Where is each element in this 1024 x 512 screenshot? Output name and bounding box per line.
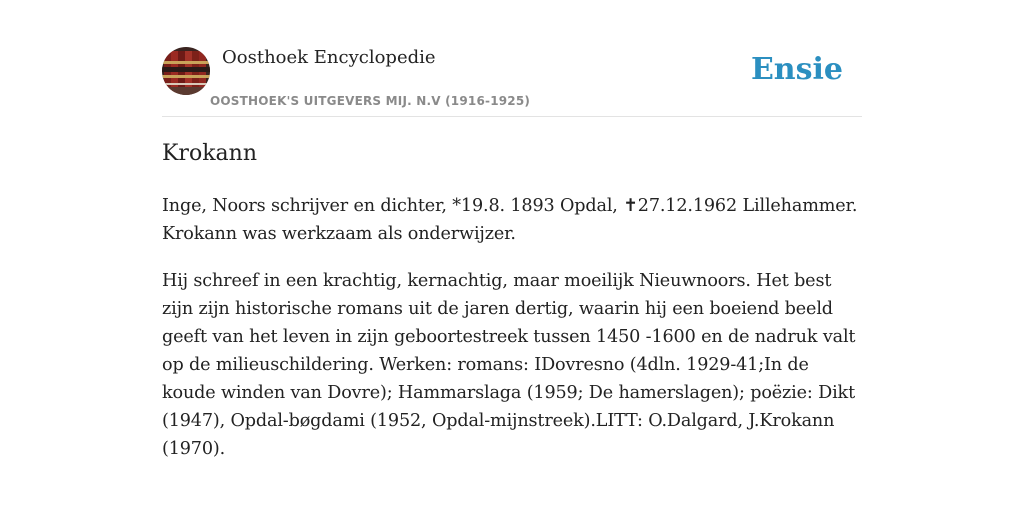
source-title[interactable]: Oosthoek Encyclopedie <box>222 47 436 68</box>
encyclopedia-books-icon[interactable] <box>162 47 210 95</box>
entry-content <box>162 138 862 463</box>
entry-paragraph: Hij schreef in een krachtig, kernachtig, maar moeilijk Nieuwnoors. Het best zijn zijn historische romans uit de jaren dertig, waarin hij een boeiend beeld geeft van het leven in zijn geboortestreek tussen 1450 -1600 en de nadruk valt op de milieuschildering. Werken: romans: IDovresno (4dln. 1929-41;In de koude winden van Dovre); Hammarslaga (1959; De hamerslagen); poëzie: Dikt (1947), Opdal-bøgdami (1952, Opdal-mijnstreek).LITT: O.Dalgard, J.Krokann (1970). <box>162 271 856 459</box>
source-subtitle: OOSTHOEK'S UITGEVERS MIJ. N.V (1916-1925) <box>210 94 531 108</box>
entry-paragraph: Inge, Noors schrijver en dichter, *19.8. 1893 Opdal, ✝27.12.1962 Lillehammer. Krokann was werkzaam als onderwijzer. <box>162 196 858 244</box>
ensie-logo[interactable]: Ensie <box>750 52 843 87</box>
source-header <box>162 46 862 117</box>
entry-title: Krokann <box>162 141 257 166</box>
